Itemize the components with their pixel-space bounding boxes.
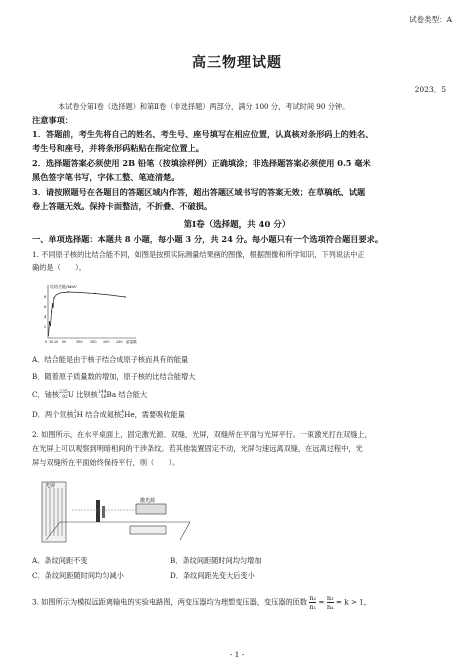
- graph-x-tick: 250: [116, 340, 123, 344]
- note-line: 1．答题前，考生先将自己的姓名、考生号、座号填写在相应位置，认真核对条形码上的姓名、: [32, 129, 374, 139]
- page-number: - 1 -: [229, 650, 245, 659]
- note-line: 黑色签字笔书写，字体工整、笔迹清楚。: [32, 172, 180, 182]
- laser-source-shape: [136, 504, 166, 514]
- graph-x-tick: 20: [54, 340, 59, 344]
- turns-ratio-fraction: $\frac{\text{n₂}}{\text{n₁}}$: [309, 594, 317, 611]
- graph-x-tick: 0: [45, 340, 48, 344]
- question-2-stem: 在光屏上可以观察到明暗相间的干涉条纹。若其他装置固定不动，光屏匀速远离双缝，在远离过程中，光: [32, 444, 363, 453]
- question-1-option-d: D．两个氘核 2 1 H 结合成氦核 4 2 He，需要吸收能量: [32, 410, 185, 420]
- section-heading: 第Ⅰ卷（选择题，共 40 分）: [183, 220, 291, 230]
- graph-x-label: 质量数: [126, 340, 137, 344]
- graph-x-tick: 100: [76, 340, 83, 344]
- question-3-stem: 3. 如图所示为模拟远距离输电的实验电路图，两变压器均为理想变压器，变压器的匝数 $\frac{\text{n₂}}{\text{n₁}}$ = $\frac{\text{n₃}}{\text{n₄}}$ = k > 1，: [32, 594, 371, 611]
- exam-title: 高三物理试题: [192, 55, 282, 71]
- question-2-stem: 屏与双缝所在平面始终保持平行，则（ ）。: [32, 458, 180, 467]
- graph-y-tick: 8: [44, 295, 47, 299]
- question-2-option-c: C．条纹间距随时间均匀减小: [32, 571, 124, 580]
- graph-curve: [49, 292, 126, 336]
- question-1-option-a: A．结合能是由于核子结合成原子核而具有的能量: [32, 355, 189, 364]
- double-slit-shape: [96, 500, 100, 522]
- question-1-stem: 1. 不同原子核的比结合能不同，如图是按照实际测量结果画的图像，根据图像和所学知识，下列说法中正: [32, 250, 365, 259]
- graph-x-tick: 150: [90, 340, 97, 344]
- note-line: 考生号和座号，并将条形码粘贴在指定位置上。: [32, 143, 204, 153]
- question-1-stem: 确的是（ ）。: [32, 263, 86, 272]
- screen-label: 光屏: [45, 483, 56, 489]
- turns-ratio-fraction: $\frac{\text{n₃}}{\text{n₄}}$: [326, 594, 334, 611]
- binding-energy-graph: [40, 282, 140, 344]
- graph-x-tick: 50: [62, 340, 67, 344]
- intro-text: 本试卷分第Ⅰ卷（选择题）和第Ⅱ卷（非选择题）两部分，满分 100 分，考试时间 90 分钟。: [58, 102, 350, 111]
- exam-date: 2023．5: [414, 85, 446, 94]
- note-line: 卷上答题无效。保持卡面整洁，不折叠、不破损。: [32, 201, 213, 211]
- graph-y-label: 比结合能/MeV: [50, 284, 77, 289]
- note-line: 3．请按照题号在各题目的答题区域内作答，超出答题区域书写的答案无效；在草稿纸、试题: [32, 187, 366, 197]
- graph-y-tick: 4: [44, 315, 47, 319]
- graph-y-tick: 2: [44, 325, 47, 329]
- graph-y-tick: 6: [44, 305, 47, 309]
- notes-heading: 注意事项：: [32, 115, 73, 125]
- question-2-stem: 2. 如图所示，在水平桌面上，固定激光源、双缝、光屏，双缝所在平面与光屏平行。一束激光打在双缝上，: [32, 430, 372, 439]
- question-2-option-b: B．条纹间距随时间均匀增加: [170, 556, 262, 565]
- question-1-option-c: C．铀核 235 92 U 比钡核 144 56 Ba 结合能大: [32, 390, 148, 400]
- graph-x-tick: 200: [103, 340, 110, 344]
- double-slit-apparatus-figure: [40, 478, 200, 548]
- question-2-option-a: A．条纹间距不变: [32, 556, 88, 565]
- laser-source-label: 激光源: [140, 498, 156, 504]
- question-2-option-d: D．条纹间距先变大后变小: [170, 571, 255, 580]
- graph-x-tick: 10: [49, 340, 54, 344]
- part-heading: 一、单项选择题：本题共 8 小题，每小题 3 分，共 24 分。每小题只有一个选项符合题目要求。: [32, 234, 384, 244]
- paper-type-label: 试卷类型：A: [409, 15, 452, 24]
- question-1-option-b: B．随着原子质量数的增加，原子核的比结合能增大: [32, 372, 196, 381]
- note-line: 2．选择题答案必须使用 2B 铅笔（按填涂样例）正确填涂；非选择题答案必须使用 0.5 毫米: [32, 158, 371, 168]
